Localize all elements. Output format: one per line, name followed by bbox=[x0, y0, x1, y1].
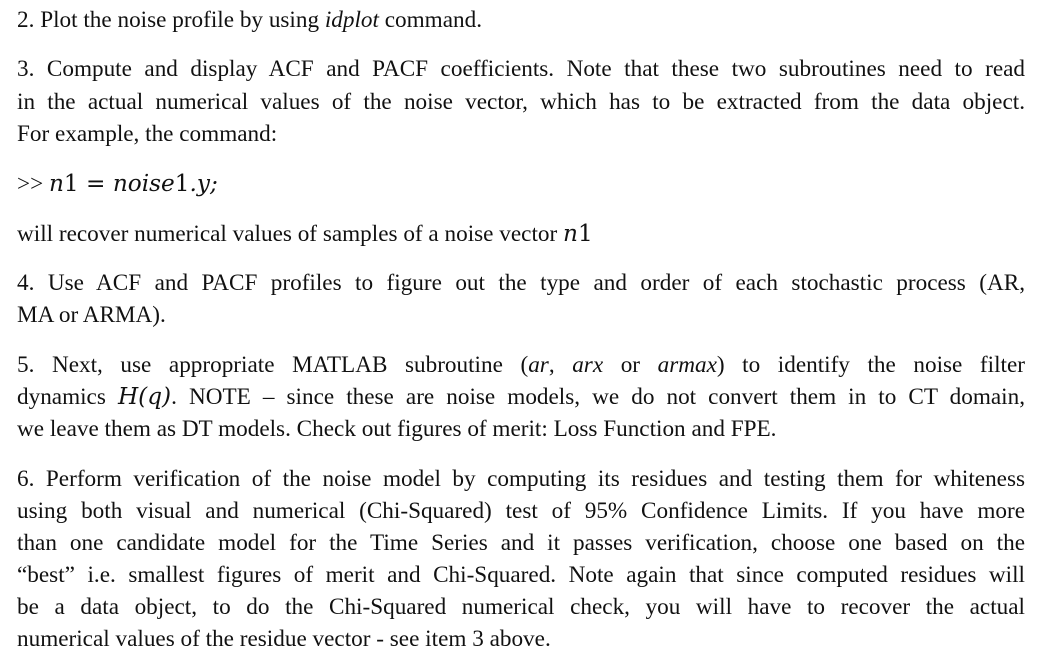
recover-var: n bbox=[563, 220, 578, 247]
item-5-line-1 bbox=[17, 349, 1025, 381]
subroutine-ar: ar bbox=[528, 352, 549, 378]
item-5-line-3: we leave them as DT models. Check out figures of merit: Loss Function and FPE. bbox=[17, 416, 777, 442]
subroutine-arx: arx bbox=[572, 352, 604, 378]
noise-filter-q: (q) bbox=[138, 383, 172, 410]
item-5-separator-2: or bbox=[603, 352, 658, 378]
item-6-line-4: “best” i.e. smallest figures of merit and Chi-Squared. Note again that since computed residues will bbox=[17, 562, 1025, 588]
item-3-line-1: 3. Compute and display ACF and PACF coefficients. Note that these two subroutines need to read bbox=[17, 56, 1025, 82]
item-5-line-1-prefix: 5. Next, use appropriate MATLAB subroutine ( bbox=[17, 352, 529, 378]
item-6-line-6: numerical values of the residue vector - see item 3 above. bbox=[17, 626, 551, 652]
code-lhs-var: n bbox=[48, 170, 64, 197]
item-5-line-1-suffix: ) to identify the noise filter bbox=[716, 352, 1025, 378]
item-5-line-2 bbox=[17, 381, 1025, 413]
item-2-suffix: command. bbox=[378, 7, 482, 33]
noise-filter-H: H bbox=[117, 383, 139, 410]
code-example bbox=[17, 168, 218, 200]
item-6-line-5: be a data object, to do the Chi-Squared numerical check, you will have to recover the actual bbox=[17, 594, 1025, 620]
code-rhs-field: .y; bbox=[189, 170, 218, 197]
item-3-line-3: For example, the command: bbox=[17, 121, 278, 147]
item-6-line-1: 6. Perform verification of the noise model by computing its residues and testing them for whiteness bbox=[17, 466, 1025, 492]
item-5-line-2-suffix: . NOTE – since these are noise models, we do not convert them in to CT domain, bbox=[171, 384, 1025, 410]
item-4-line-1: 4. Use ACF and PACF profiles to figure out the type and order of each stochastic process (AR, bbox=[17, 270, 1025, 296]
recover-num: 1 bbox=[577, 220, 593, 247]
item-6-line-2: using both visual and numerical (Chi-Squared) test of 95% Confidence Limits. If you have more bbox=[17, 498, 1025, 524]
item-2-prefix: 2. Plot the noise profile by using bbox=[17, 7, 325, 33]
item-5-line-2-prefix: dynamics bbox=[17, 384, 118, 410]
item-3-line-2: in the actual numerical values of the noise vector, which has to be extracted from the data object. bbox=[17, 89, 1025, 115]
subroutine-armax: armax bbox=[657, 352, 717, 378]
code-rhs-num: 1 bbox=[174, 170, 190, 197]
item-2-paragraph bbox=[17, 4, 482, 36]
item-4-line-2: MA or ARMA). bbox=[17, 302, 166, 328]
recover-text: will recover numerical values of samples of a noise vector bbox=[17, 221, 563, 247]
code-lhs-num: 1 bbox=[63, 170, 79, 197]
code-equals: = bbox=[78, 170, 113, 197]
code-rhs-var: noise bbox=[112, 170, 175, 197]
item-6-line-3: than one candidate model for the Time Series and it passes verification, choose one based on the bbox=[17, 530, 1025, 556]
recover-sentence bbox=[17, 218, 593, 250]
matlab-prompt: >> bbox=[17, 171, 44, 197]
idplot-command: idplot bbox=[324, 7, 379, 33]
item-5-separator-1: , bbox=[548, 352, 573, 378]
